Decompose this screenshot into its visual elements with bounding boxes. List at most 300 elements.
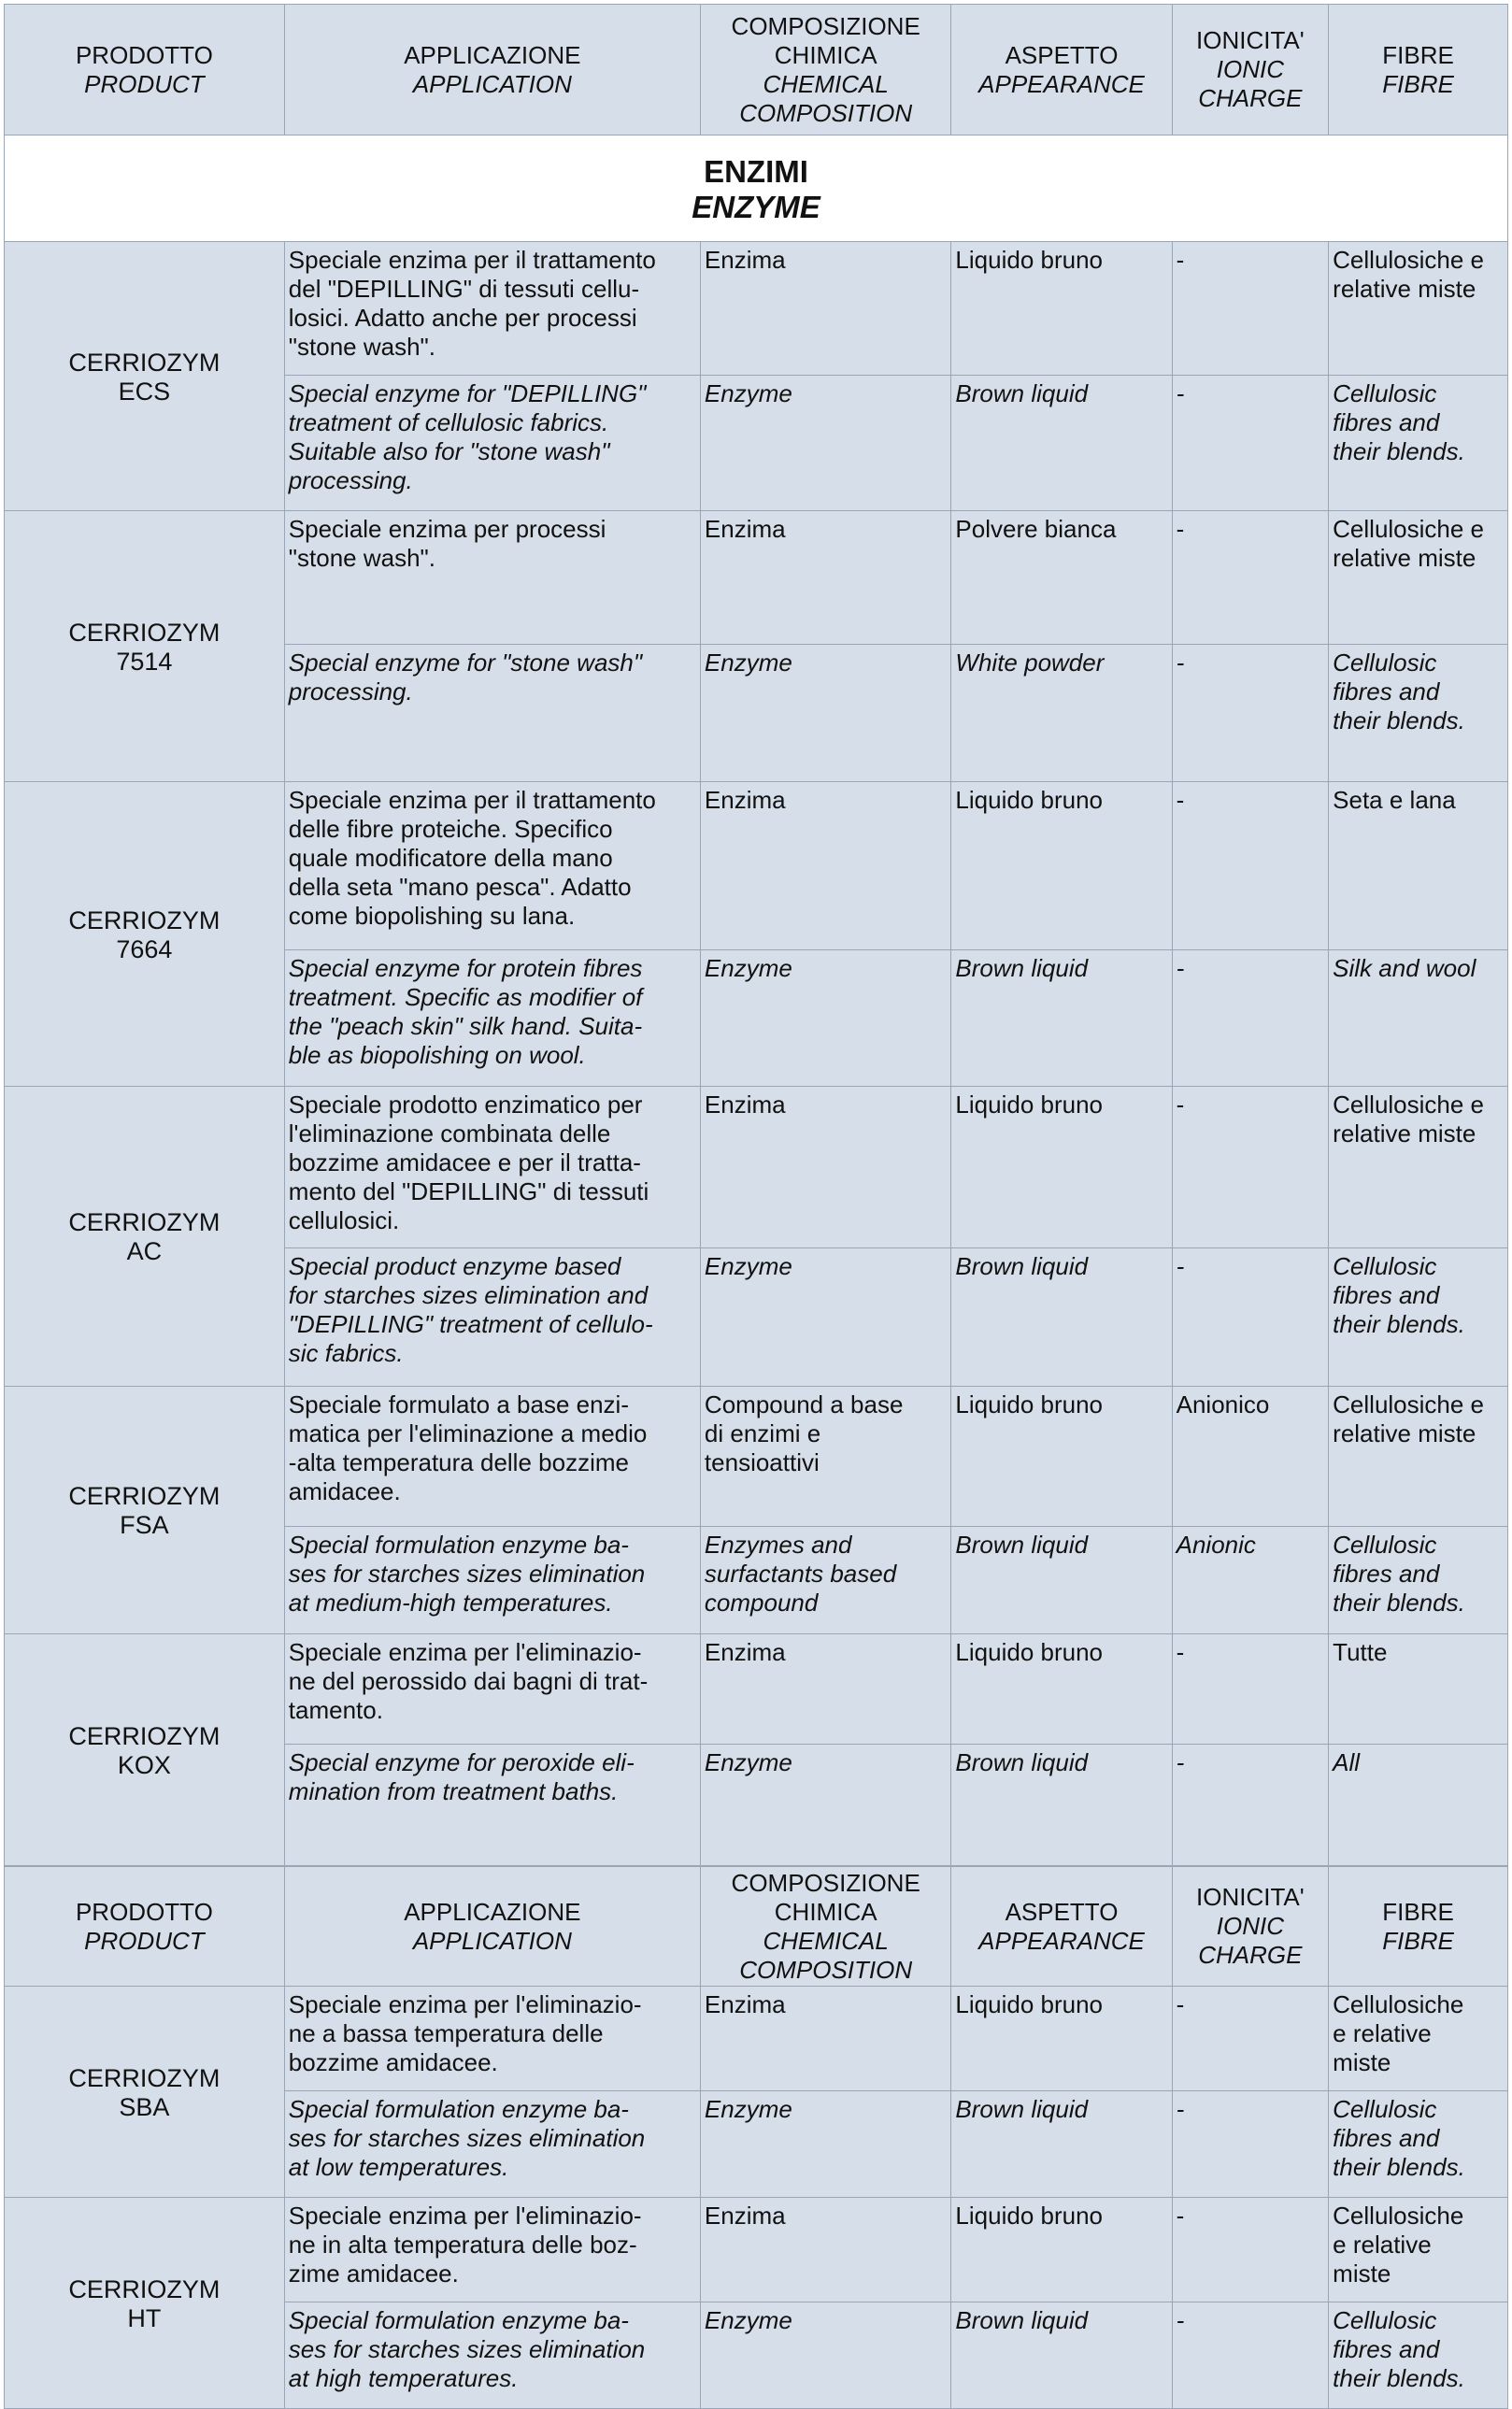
product-name-line: ECS: [118, 377, 171, 406]
application-cell: [284, 2198, 700, 2302]
text-line: ne in alta temperatura delle boz-: [288, 2231, 637, 2259]
text-line: Speciale enzima per il trattamento: [288, 786, 656, 814]
text-line: their blends.: [1333, 1310, 1465, 1338]
application-cell: [284, 1087, 700, 1248]
ionic-charge-cell: [1172, 1527, 1329, 1634]
text-line: at low temperatures.: [288, 2153, 509, 2181]
text-line: at high temperatures.: [288, 2364, 519, 2392]
ionic-charge-cell: [1172, 1745, 1329, 1866]
text-line: Enzyme: [704, 649, 792, 677]
text-line: Special enzyme for peroxide eli-: [288, 1748, 635, 1776]
text-line: -: [1176, 2306, 1185, 2334]
product-sheet: [4, 4, 1508, 2392]
header-label-en: PRODUCT: [84, 1926, 205, 1955]
text-line: Cellulosic: [1333, 649, 1437, 677]
header-label-en: IONIC: [1216, 55, 1284, 83]
text-line: White powder: [955, 649, 1105, 677]
composition-cell: [700, 2302, 951, 2409]
header-fibres: [1329, 5, 1508, 135]
header-label-en: COMPOSITION: [739, 1955, 913, 1984]
appearance-cell: [951, 782, 1172, 950]
product-name-line: CERRIOZYM: [68, 2063, 221, 2092]
header-label-en: APPLICATION: [412, 69, 572, 98]
composition-cell: [700, 1987, 951, 2091]
header-label-en: APPEARANCE: [978, 69, 1145, 98]
fibres-cell: [1329, 2198, 1508, 2302]
text-line: Special formulation enzyme ba-: [288, 2306, 629, 2334]
application-cell: [284, 2091, 700, 2198]
text-line: Liquido bruno: [955, 1638, 1103, 1666]
text-line: Cellulosic: [1333, 1252, 1437, 1280]
text-line: tensioattivi: [704, 1448, 820, 1476]
composition-cell: [700, 645, 951, 782]
product-row-italian: [5, 1634, 1508, 1745]
fibres-cell: [1329, 376, 1508, 511]
fibres-cell: [1329, 950, 1508, 1087]
product-table: [4, 4, 1508, 1866]
text-line: Brown liquid: [955, 2095, 1089, 2123]
composition-cell: [700, 1387, 951, 1527]
composition-cell: [700, 1527, 951, 1634]
product-row-italian: [5, 1087, 1508, 1248]
text-line: All: [1333, 1748, 1361, 1776]
product-table-continued: [4, 1866, 1508, 2409]
application-cell: [284, 1987, 700, 2091]
appearance-cell: [951, 645, 1172, 782]
text-line: Enzyme: [704, 954, 792, 982]
appearance-cell: [951, 2302, 1172, 2409]
text-line: ses for starches sizes elimination: [288, 2335, 646, 2363]
text-line: Brown liquid: [955, 379, 1089, 407]
text-line: -: [1176, 515, 1185, 543]
product-name: [5, 511, 285, 782]
text-line: Cellulosic: [1333, 379, 1437, 407]
header-label: FIBRE: [1382, 40, 1454, 69]
text-line: processing.: [288, 677, 413, 706]
ionic-charge-cell: [1172, 645, 1329, 782]
appearance-cell: [951, 950, 1172, 1087]
fibres-cell: [1329, 1527, 1508, 1634]
appearance-cell: [951, 242, 1172, 376]
composition-cell: [700, 2198, 951, 2302]
text-line: Cellulosic: [1333, 2095, 1437, 2123]
appearance-cell: [951, 1087, 1172, 1248]
fibres-cell: [1329, 1387, 1508, 1527]
header-label: CHIMICA: [774, 1897, 877, 1926]
product-name-line: SBA: [119, 2092, 170, 2121]
text-line: losici. Adatto anche per processi: [288, 304, 637, 332]
product-name-line: CERRIOZYM: [68, 618, 221, 647]
application-cell: [284, 1387, 700, 1527]
fibres-cell: [1329, 511, 1508, 645]
appearance-cell: [951, 1387, 1172, 1527]
text-line: Cellulosiche: [1333, 1990, 1464, 2018]
ionic-charge-cell: [1172, 950, 1329, 1087]
header-label-en: CHEMICAL: [763, 1926, 889, 1955]
text-line: come biopolishing su lana.: [288, 902, 576, 930]
composition-cell: [700, 1745, 951, 1866]
text-line: mination from treatment baths.: [288, 1777, 619, 1805]
fibres-cell: [1329, 2091, 1508, 2198]
header-label-en: COMPOSITION: [739, 98, 913, 127]
application-cell: [284, 511, 700, 645]
composition-cell: [700, 950, 951, 1087]
text-line: -: [1176, 1638, 1185, 1666]
header-label: CHIMICA: [774, 40, 877, 69]
header-label-en: CHEMICAL: [763, 69, 889, 98]
header-product: [5, 1867, 285, 1987]
product-name: [5, 1087, 285, 1387]
product-name: [5, 782, 285, 1087]
text-line: -: [1176, 954, 1185, 982]
text-line: Enzyme: [704, 1252, 792, 1280]
ionic-charge-cell: [1172, 1087, 1329, 1248]
header-appearance: [951, 1867, 1172, 1987]
header-label: FIBRE: [1382, 1897, 1454, 1926]
product-name-line: 7514: [116, 647, 173, 676]
header-label: COMPOSIZIONE: [731, 11, 920, 40]
text-line: Seta e lana: [1333, 786, 1456, 814]
text-line: sic fabrics.: [288, 1339, 404, 1367]
text-line: -: [1176, 1990, 1185, 2018]
product-name-line: 7664: [116, 934, 173, 963]
ionic-charge-cell: [1172, 1248, 1329, 1387]
text-line: treatment. Specific as modifier of: [288, 983, 643, 1011]
text-line: Speciale formulato a base enzi-: [288, 1390, 629, 1418]
header-label-en: FIBRE: [1382, 1926, 1454, 1955]
text-line: -: [1176, 2095, 1185, 2123]
header-label-en: PRODUCT: [84, 69, 205, 98]
application-cell: [284, 645, 700, 782]
product-name-line: CERRIOZYM: [68, 905, 221, 934]
header-label: APPLICAZIONE: [404, 1897, 581, 1926]
text-line: e relative: [1333, 2231, 1432, 2259]
text-line: tamento.: [288, 1696, 383, 1724]
text-line: Cellulosiche e: [1333, 1090, 1485, 1119]
text-line: fibres and: [1333, 1560, 1440, 1588]
text-line: ble as biopolishing on wool.: [288, 1041, 586, 1069]
text-line: their blends.: [1333, 2153, 1465, 2181]
appearance-cell: [951, 376, 1172, 511]
text-line: bozzime amidacee.: [288, 2048, 498, 2076]
text-line: amidacee.: [288, 1477, 401, 1505]
fibres-cell: [1329, 2302, 1508, 2409]
header-fibres: [1329, 1867, 1508, 1987]
appearance-cell: [951, 1248, 1172, 1387]
header-label: PRODOTTO: [75, 1897, 213, 1926]
product-name-line: KOX: [117, 1750, 171, 1779]
text-line: Enzima: [704, 1990, 786, 2018]
ionic-charge-cell: [1172, 1987, 1329, 2091]
application-cell: [284, 1745, 700, 1866]
ionic-charge-cell: [1172, 376, 1329, 511]
composition-cell: [700, 242, 951, 376]
text-line: Cellulosiche e: [1333, 515, 1485, 543]
header-label: ASPETTO: [1005, 40, 1119, 69]
text-line: Cellulosiche e: [1333, 246, 1485, 274]
text-line: fibres and: [1333, 408, 1440, 436]
header-product: [5, 5, 285, 135]
text-line: Enzyme: [704, 1748, 792, 1776]
text-line: at medium-high temperatures.: [288, 1589, 613, 1617]
header-label: COMPOSIZIONE: [731, 1868, 920, 1897]
header-composition: [700, 1867, 951, 1987]
product-name-line: CERRIOZYM: [68, 348, 221, 377]
text-line: ses for starches sizes elimination: [288, 1560, 646, 1588]
product-name-line: CERRIOZYM: [68, 1482, 221, 1510]
header-label: PRODOTTO: [75, 40, 213, 69]
text-line: Enzyme: [704, 2095, 792, 2123]
text-line: Suitable also for "stone wash": [288, 437, 610, 465]
text-line: mento del "DEPILLING" di tessuti: [288, 1177, 649, 1205]
text-line: Speciale enzima per l'eliminazio-: [288, 1990, 642, 2018]
product-name: [5, 242, 285, 511]
text-line: their blends.: [1333, 437, 1465, 465]
text-line: Liquido bruno: [955, 246, 1103, 274]
application-cell: [284, 242, 700, 376]
text-line: relative miste: [1333, 275, 1476, 303]
text-line: zime amidacee.: [288, 2259, 459, 2288]
product-row-italian: [5, 782, 1508, 950]
text-line: Cellulosiche e: [1333, 1390, 1485, 1418]
text-line: their blends.: [1333, 706, 1465, 734]
column-header-row: [5, 1867, 1508, 1987]
text-line: Enzima: [704, 515, 786, 543]
text-line: Liquido bruno: [955, 786, 1103, 814]
product-name: [5, 1634, 285, 1866]
text-line: Speciale enzima per l'eliminazio-: [288, 1638, 642, 1666]
composition-cell: [700, 1248, 951, 1387]
text-line: fibres and: [1333, 2335, 1440, 2363]
header-label: IONICITA': [1196, 26, 1305, 54]
fibres-cell: [1329, 1248, 1508, 1387]
section-row: [5, 135, 1508, 242]
header-composition: [700, 5, 951, 135]
header-label-en: CHARGE: [1198, 1941, 1303, 1969]
text-line: relative miste: [1333, 1119, 1476, 1147]
header-label-en: APPLICATION: [412, 1926, 572, 1955]
text-line: fibres and: [1333, 2124, 1440, 2152]
text-line: Cellulosic: [1333, 1531, 1437, 1559]
header-label: APPLICAZIONE: [404, 40, 581, 69]
section-title-it: ENZIMI: [704, 153, 808, 189]
text-line: Cellulosic: [1333, 2306, 1437, 2334]
text-line: relative miste: [1333, 1419, 1476, 1447]
product-row-italian: [5, 511, 1508, 645]
section-title: [5, 135, 1508, 242]
text-line: Cellulosiche: [1333, 2202, 1464, 2230]
text-line: Liquido bruno: [955, 2202, 1103, 2230]
composition-cell: [700, 1634, 951, 1745]
text-line: miste: [1333, 2048, 1391, 2076]
text-line: Speciale prodotto enzimatico per: [288, 1090, 643, 1119]
application-cell: [284, 1634, 700, 1745]
product-row-italian: [5, 242, 1508, 376]
product-row-italian: [5, 2198, 1508, 2302]
text-line: ses for starches sizes elimination: [288, 2124, 646, 2152]
text-line: Enzymes and: [704, 1531, 852, 1559]
text-line: their blends.: [1333, 1589, 1465, 1617]
text-line: Brown liquid: [955, 1531, 1089, 1559]
text-line: compound: [704, 1589, 819, 1617]
text-line: cellulosici.: [288, 1206, 400, 1234]
text-line: e relative: [1333, 2019, 1432, 2047]
text-line: Speciale enzima per il trattamento: [288, 246, 656, 274]
text-line: -alta temperatura delle bozzime: [288, 1448, 629, 1476]
text-line: relative miste: [1333, 544, 1476, 572]
ionic-charge-cell: [1172, 2091, 1329, 2198]
product-name-line: HT: [127, 2303, 162, 2332]
text-line: Enzima: [704, 1090, 786, 1119]
text-line: l'eliminazione combinata delle: [288, 1119, 611, 1147]
header-label: ASPETTO: [1005, 1897, 1119, 1926]
composition-cell: [700, 511, 951, 645]
text-line: delle fibre proteiche. Specifico: [288, 815, 613, 843]
header-application: [284, 1867, 700, 1987]
text-line: Brown liquid: [955, 1748, 1089, 1776]
text-line: Special formulation enzyme ba-: [288, 2095, 629, 2123]
text-line: -: [1176, 786, 1185, 814]
composition-cell: [700, 1087, 951, 1248]
appearance-cell: [951, 2091, 1172, 2198]
text-line: Special formulation enzyme ba-: [288, 1531, 629, 1559]
text-line: Silk and wool: [1333, 954, 1476, 982]
fibres-cell: [1329, 782, 1508, 950]
section-title-en: ENZYME: [692, 189, 820, 224]
text-line: Special enzyme for "DEPILLING": [288, 379, 647, 407]
fibres-cell: [1329, 242, 1508, 376]
product-name: [5, 1987, 285, 2198]
application-cell: [284, 1527, 700, 1634]
appearance-cell: [951, 1987, 1172, 2091]
application-cell: [284, 782, 700, 950]
product-name-line: CERRIOZYM: [68, 1721, 221, 1750]
text-line: Liquido bruno: [955, 1990, 1103, 2018]
text-line: -: [1176, 1252, 1185, 1280]
text-line: their blends.: [1333, 2364, 1465, 2392]
product-name-line: FSA: [120, 1511, 169, 1539]
application-cell: [284, 1248, 700, 1387]
fibres-cell: [1329, 1634, 1508, 1745]
header-application: [284, 5, 700, 135]
text-line: della seta "mano pesca". Adatto: [288, 873, 632, 901]
text-line: -: [1176, 1090, 1185, 1119]
application-cell: [284, 2302, 700, 2409]
text-line: Liquido bruno: [955, 1390, 1103, 1418]
appearance-cell: [951, 511, 1172, 645]
text-line: Brown liquid: [955, 954, 1089, 982]
text-line: for starches sizes elimination and: [288, 1281, 649, 1309]
text-line: "DEPILLING" treatment of cellulo-: [288, 1310, 653, 1338]
text-line: Polvere bianca: [955, 515, 1117, 543]
text-line: surfactants based: [704, 1560, 897, 1588]
text-line: Anionic: [1176, 1531, 1256, 1559]
text-line: "stone wash".: [288, 544, 435, 572]
ionic-charge-cell: [1172, 511, 1329, 645]
application-cell: [284, 950, 700, 1087]
product-name-line: CERRIOZYM: [68, 1208, 221, 1236]
header-label: IONICITA': [1196, 1883, 1305, 1911]
ionic-charge-cell: [1172, 1634, 1329, 1745]
text-line: "stone wash".: [288, 333, 435, 361]
text-line: Enzima: [704, 786, 786, 814]
fibres-cell: [1329, 1987, 1508, 2091]
text-line: Special product enzyme based: [288, 1252, 621, 1280]
text-line: del "DEPILLING" di tessuti cellu-: [288, 275, 640, 303]
composition-cell: [700, 2091, 951, 2198]
appearance-cell: [951, 1527, 1172, 1634]
text-line: Enzyme: [704, 2306, 792, 2334]
text-line: fibres and: [1333, 1281, 1440, 1309]
text-line: Tutte: [1333, 1638, 1388, 1666]
product-name: [5, 2198, 285, 2409]
text-line: ne a bassa temperatura delle: [288, 2019, 604, 2047]
text-line: di enzimi e: [704, 1419, 821, 1447]
text-line: the "peach skin" silk hand. Suita-: [288, 1012, 643, 1040]
product-name-line: AC: [126, 1237, 163, 1265]
text-line: fibres and: [1333, 677, 1440, 706]
text-line: -: [1176, 379, 1185, 407]
text-line: Speciale enzima per processi: [288, 515, 606, 543]
appearance-cell: [951, 1634, 1172, 1745]
ionic-charge-cell: [1172, 242, 1329, 376]
product-row-italian: [5, 1387, 1508, 1527]
product-name: [5, 1387, 285, 1634]
fibres-cell: [1329, 1745, 1508, 1866]
text-line: Special enzyme for "stone wash": [288, 649, 643, 677]
text-line: -: [1176, 246, 1185, 274]
text-line: -: [1176, 1748, 1185, 1776]
text-line: Anionico: [1176, 1390, 1270, 1418]
column-header-row: [5, 5, 1508, 135]
text-line: Special enzyme for protein fibres: [288, 954, 643, 982]
text-line: matica per l'eliminazione a medio: [288, 1419, 648, 1447]
fibres-cell: [1329, 645, 1508, 782]
text-line: ne del perossido dai bagni di trat-: [288, 1667, 649, 1695]
text-line: Enzima: [704, 2202, 786, 2230]
text-line: processing.: [288, 466, 413, 494]
ionic-charge-cell: [1172, 782, 1329, 950]
fibres-cell: [1329, 1087, 1508, 1248]
header-ionic-charge: [1172, 5, 1329, 135]
composition-cell: [700, 782, 951, 950]
text-line: Brown liquid: [955, 1252, 1089, 1280]
text-line: bozzime amidacee e per il tratta-: [288, 1148, 641, 1176]
text-line: Enzyme: [704, 379, 792, 407]
composition-cell: [700, 376, 951, 511]
header-label-en: APPEARANCE: [978, 1926, 1145, 1955]
appearance-cell: [951, 2198, 1172, 2302]
ionic-charge-cell: [1172, 2198, 1329, 2302]
text-line: -: [1176, 649, 1185, 677]
text-line: Brown liquid: [955, 2306, 1089, 2334]
text-line: treatment of cellulosic fabrics.: [288, 408, 609, 436]
ionic-charge-cell: [1172, 2302, 1329, 2409]
text-line: Liquido bruno: [955, 1090, 1103, 1119]
product-name-line: CERRIOZYM: [68, 2274, 221, 2303]
product-row-italian: [5, 1987, 1508, 2091]
text-line: quale modificatore della mano: [288, 844, 613, 872]
header-label-en: FIBRE: [1382, 69, 1454, 98]
header-label-en: IONIC: [1216, 1912, 1284, 1940]
header-ionic-charge: [1172, 1867, 1329, 1987]
application-cell: [284, 376, 700, 511]
text-line: Speciale enzima per l'eliminazio-: [288, 2202, 642, 2230]
appearance-cell: [951, 1745, 1172, 1866]
text-line: -: [1176, 2202, 1185, 2230]
header-appearance: [951, 5, 1172, 135]
ionic-charge-cell: [1172, 1387, 1329, 1527]
